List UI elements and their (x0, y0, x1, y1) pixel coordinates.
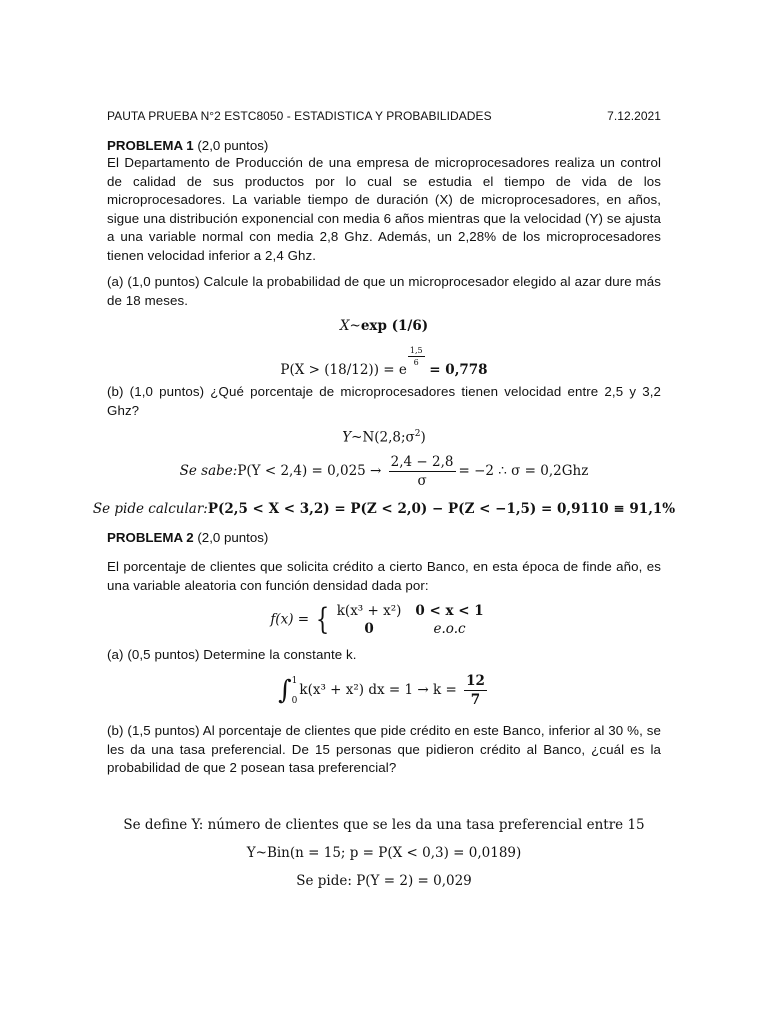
problem2-part-a: (a) (0,5 puntos) Determine la constante k. (107, 647, 357, 662)
equation-p-x-greater: P(X > (18/12)) = e $\frac{1,5}{6}$ = 0,778 (280, 346, 488, 378)
document-header (107, 109, 661, 123)
equation-y-normal: $Y\sim N(2,8;\sigma^2)$ (342, 429, 426, 446)
problem1-title: PROBLEMA 1 (107, 138, 194, 153)
equation-define-y: Se define Y: número de clientes que se les da una tasa preferencial entre 15 (123, 817, 645, 833)
document-date: 7.12.2021 (607, 109, 661, 123)
density-function: f(x) = { k(x³ + x²) 0 < x < 1 0 e.o.c (0, 602, 768, 638)
equation-binomial: Y~Bin(n = 15; p = P(X < 0,3) = 0,0189) (246, 845, 522, 861)
problem2-title: PROBLEMA 2 (107, 530, 194, 545)
problem2-points: (2,0 puntos) (193, 530, 269, 545)
document-title: PAUTA PRUEBA N°2 ESTC8050 - ESTADISTICA Y PROBABILIDADES (107, 109, 492, 123)
equation-x-exponential: X~exp (1/6) (339, 318, 429, 334)
equation-probability-range: Se pide calcular:P(2,5 < X < 3,2) = P(Z < 2,0) − P(Z < −1,5) = 0,9110 ≡ 91,1% (92, 501, 676, 517)
equation-result: Se pide: P(Y = 2) = 0,029 (296, 873, 472, 889)
integral-equation: ∫1 0k(x³ + x²) dx = 1 → k = $\frac{12}{7}$ (278, 673, 485, 708)
problem2-statement: El porcentaje de clientes que solicita crédito a cierto Banco, en esta época de finde año, es una variable aleatoria con función densidad dada por: (107, 559, 661, 593)
problem1-heading (107, 138, 268, 153)
k-fraction: $\frac{12}{7}$ (466, 673, 485, 708)
sigma-fraction: $\frac{2,4 - 2,8}{\sigma}$ (390, 454, 454, 489)
problem1-part-a: (a) (1,0 puntos) Calcule la probabilidad de que un microprocesador elegido al azar dure más de 18 meses. (107, 274, 661, 308)
problem1-part-b: (b) (1,0 puntos) ¿Qué porcentaje de microprocesadores tienen velocidad entre 2,5 y 3,2 Ghz? (107, 384, 661, 418)
density-cases: k(x³ + x²) 0 < x < 1 0 e.o.c (336, 603, 484, 637)
problem1-statement: El Departamento de Producción de una empresa de microprocesadores realiza un control de calidad de sus productos por lo cual se estudia el tiempo de vida de los microprocesadores. La variable tiempo de duración (X) de microprocesadores, en años, sigue una distribución exponencial con media 6 años mientras que la velocidad (Y) se ajusta a una variable normal con media 2,8 Ghz. Además, un 2,28% de los microprocesadores tienen velocidad inferior a 2,4 Ghz. (107, 155, 661, 263)
equation-sigma: Se sabe:P(Y < 2,4) = 0,025 → $\frac{2,4 - 2,8}{\sigma}$ = −2 ∴ σ = 0,2Ghz (179, 454, 589, 489)
problem1-points: (2,0 puntos) (193, 138, 269, 153)
problem2-heading (107, 530, 268, 545)
exponent-fraction: $\frac{1,5}{6}$ (409, 346, 423, 367)
problem2-part-b: (b) (1,5 puntos) Al porcentaje de clientes que pide crédito en este Banco, inferior al 30 %, se les da una tasa preferencial. De 15 personas que pidieron crédito al Banco, ¿cuál es la probabilidad de que 2 posean tasa preferencial? (107, 723, 661, 775)
